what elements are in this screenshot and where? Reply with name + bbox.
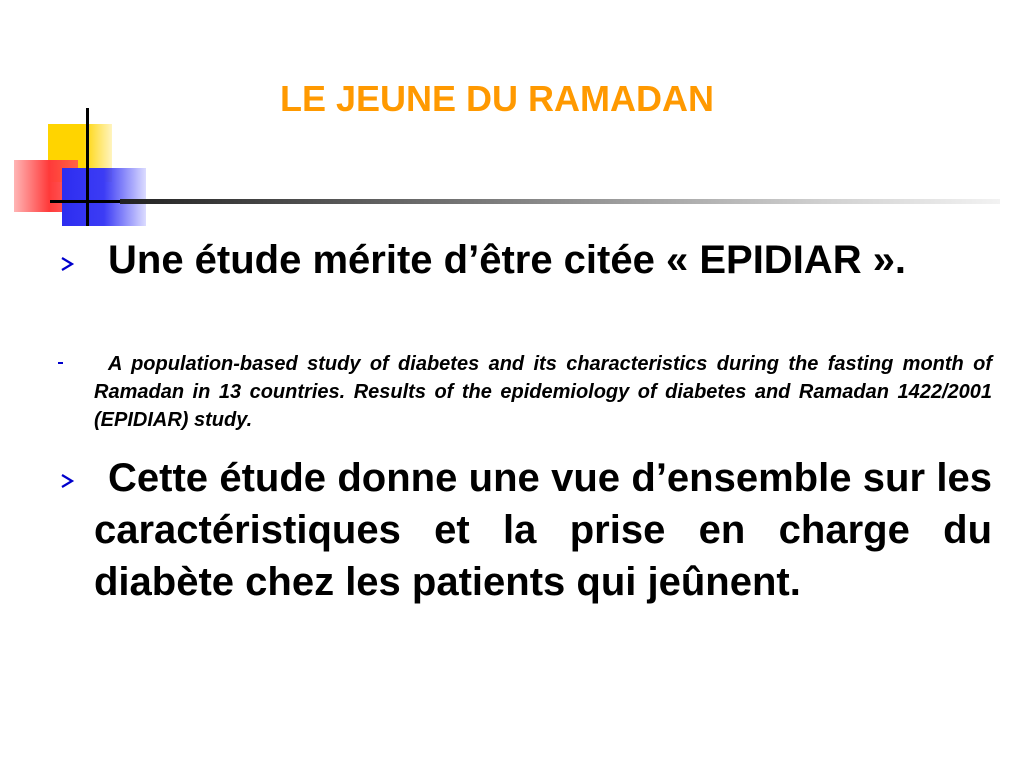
arrow-bullet-icon: [58, 472, 76, 490]
slide-title: LE JEUNE DU RAMADAN: [280, 78, 715, 119]
bullet-study-reference: A population-based study of diabetes and its characteristics during the fasting month of Ramadan in 13 countries. Results of the epidemiology of diabetes and Ramadan 1422/2001 (EPIDIAR) study.: [94, 353, 992, 431]
vertical-rule: [86, 108, 89, 226]
dash-bullet-icon: [58, 362, 63, 364]
arrow-bullet-icon: [58, 255, 76, 273]
bullet-epidiar: Une étude mérite d’être citée « EPIDIAR ».: [108, 238, 907, 282]
title-underline: [120, 199, 1000, 204]
blue-square: [62, 168, 146, 226]
bullet-overview: Cette étude donne une vue d’ensemble sur les caractéristiques et la prise en charge du diabète chez les patients qui jeûnent.: [94, 456, 992, 604]
